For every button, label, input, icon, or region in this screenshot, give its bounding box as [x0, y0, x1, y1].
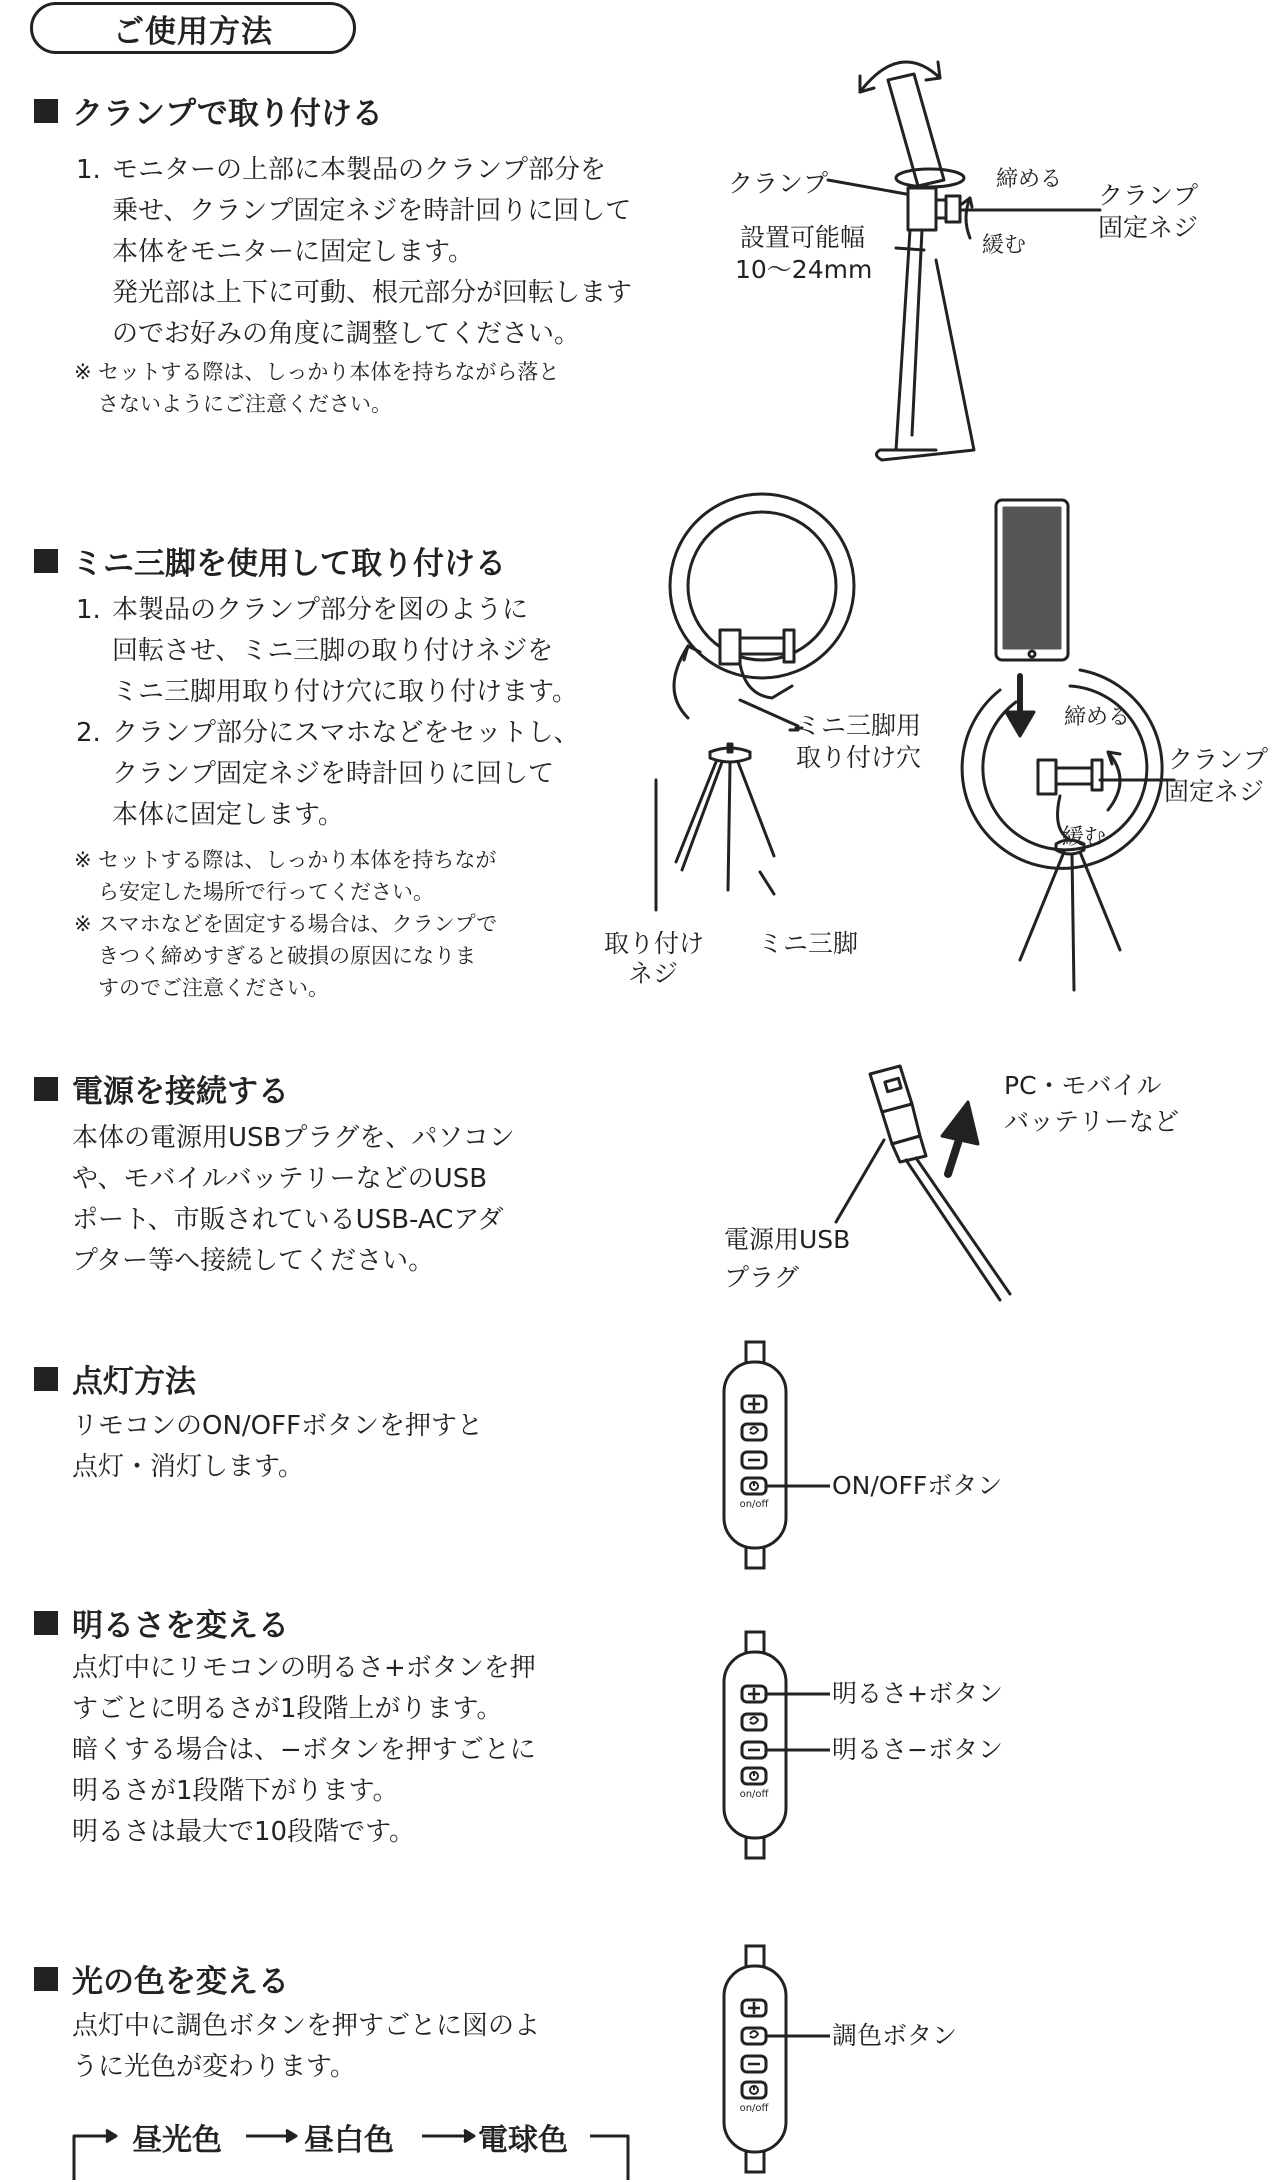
- label-phone-loosen: 緩む: [1062, 825, 1107, 850]
- square-bullet-icon: [34, 1367, 58, 1391]
- label-phone-clamp-screw-1: クランプ: [1168, 745, 1269, 774]
- color-warm-white: 電球色: [478, 2123, 568, 2158]
- label-tighten: 締める: [996, 167, 1063, 192]
- label-mount-screw-2: ネジ: [628, 959, 679, 988]
- label-usb-plug-2: プラグ: [724, 1263, 800, 1292]
- phone-mounted-ring-light-illustration: [960, 490, 1280, 990]
- label-color-button: 調色ボタン: [832, 2021, 958, 2050]
- remote-control-color-illustration: [720, 1944, 800, 2174]
- label-loosen: 緩む: [982, 233, 1027, 258]
- tripod-notes: ※ セットする際は、しっかり本体を持ちなが ら安定した場所で行ってください。 ※ スマホなどを固定する場合は、クランプで きつく締めすぎると破損の原因になりま すのでご注意ください。: [74, 848, 498, 1000]
- label-brightness-plus: 明るさ+ボタン: [832, 1679, 1003, 1708]
- section-heading-clamp: [34, 88, 383, 133]
- heading-text: 明るさを変える: [72, 1608, 289, 1644]
- remote-onoff-text: on/off: [739, 1789, 769, 1800]
- square-bullet-icon: [34, 549, 58, 573]
- label-phone-clamp-screw-2: 固定ネジ: [1164, 777, 1265, 806]
- label-install-width-value: 10〜24mm: [735, 255, 873, 284]
- color-daylight: 昼光色: [132, 2123, 222, 2158]
- label-clamp-screw-2: 固定ネジ: [1098, 213, 1199, 242]
- brightness-instructions: 点灯中にリモコンの明るさ+ボタンを押 すごとに明るさが1段階上がります。 暗くする場合は、−ボタンを押すごとに 明るさが1段階下がります。 明るさは最大で10段階です。: [72, 1653, 536, 1847]
- color-neutral-white: 昼白色: [304, 2123, 394, 2158]
- label-mini-tripod: ミニ三脚: [758, 929, 859, 958]
- label-onoff-button: ON/OFFボタン: [832, 1471, 1003, 1500]
- label-tripod-hole-2: 取り付け穴: [796, 743, 922, 772]
- label-phone-tighten: 締める: [1064, 705, 1131, 730]
- ring-light-tripod-mount-illustration: [640, 490, 940, 910]
- section-heading-brightness: [34, 1600, 289, 1645]
- label-usb-plug-1: 電源用USB: [724, 1225, 851, 1254]
- tripod-instructions: 1. 本製品のクランプ部分を図のように 回転させ、ミニ三脚の取り付けネジを ミニ三脚用取り付け穴に取り付けます。 2. クランプ部分にスマホなどをセットし、 クランプ固定ネジを時計回りに回して 本体に固定します。: [76, 595, 580, 830]
- label-pc-battery-1: PC・モバイル: [1004, 1071, 1162, 1100]
- remote-control-illustration: [720, 1340, 800, 1570]
- section-heading-lighting: [34, 1356, 196, 1401]
- square-bullet-icon: [34, 1611, 58, 1635]
- heading-text: 電源を接続する: [72, 1074, 289, 1110]
- label-mount-screw-1: 取り付け: [604, 929, 705, 958]
- label-tripod-hole-1: ミニ三脚用: [796, 711, 922, 740]
- heading-text: 点灯方法: [72, 1364, 196, 1400]
- power-instructions: 本体の電源用USBプラグを、パソコン や、モバイルバッテリーなどのUSB ポート、市販されているUSB-ACアダ プター等へ接続してください。: [72, 1123, 515, 1276]
- remote-control-brightness-illustration: [720, 1630, 800, 1860]
- page-title: ご使用方法: [30, 2, 356, 54]
- lighting-instructions: リモコンのON/OFFボタンを押すと 点灯・消灯します。: [72, 1411, 484, 1482]
- section-heading-power: [34, 1066, 289, 1111]
- section-heading-color: [34, 1956, 289, 2001]
- remote-onoff-text: on/off: [739, 1499, 769, 1510]
- remote-onoff-text: on/off: [739, 2103, 769, 2114]
- section-heading-tripod: [34, 538, 506, 583]
- clamp-note: ※ セットする際は、しっかり本体を持ちながら落と さないようにご注意ください。: [74, 360, 560, 416]
- square-bullet-icon: [34, 99, 58, 123]
- label-install-width: 設置可能幅: [740, 223, 866, 252]
- label-clamp: クランプ: [728, 169, 829, 198]
- heading-text: 光の色を変える: [72, 1964, 289, 2000]
- label-pc-battery-2: バッテリーなど: [1004, 1107, 1180, 1136]
- clamp-instructions: 1. モニターの上部に本製品のクランプ部分を 乗せ、クランプ固定ネジを時計回りに回して 本体をモニターに固定します。 発光部は上下に可動、根元部分が回転します のでお好みの角度に調整してください。: [76, 155, 633, 349]
- label-brightness-minus: 明るさ−ボタン: [832, 1735, 1003, 1764]
- square-bullet-icon: [34, 1967, 58, 1991]
- heading-text: ミニ三脚を使用して取り付ける: [72, 546, 506, 582]
- heading-text: クランプで取り付ける: [72, 96, 383, 132]
- label-clamp-screw-1: クランプ: [1098, 181, 1199, 210]
- color-instructions: 点灯中に調色ボタンを押すごとに図のよ うに光色が変わります。: [72, 2011, 541, 2082]
- square-bullet-icon: [34, 1077, 58, 1101]
